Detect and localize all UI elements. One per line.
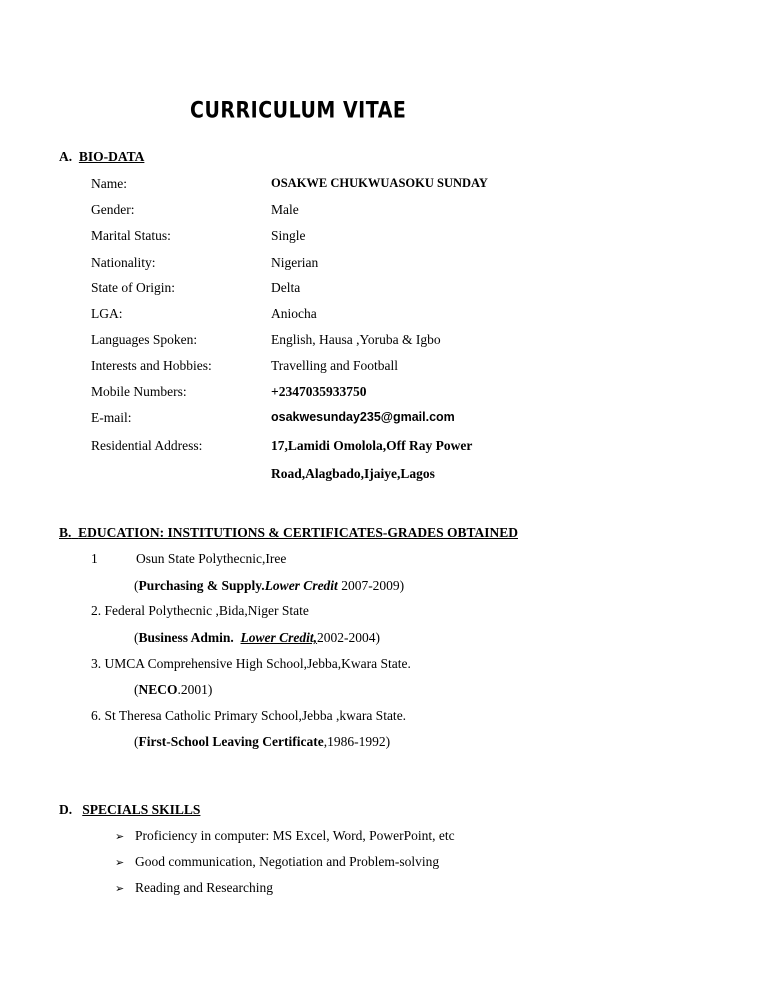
bio-value: Delta <box>271 280 301 295</box>
skills-heading <box>59 802 200 818</box>
bio-value: OSAKWE CHUKWUASOKU SUNDAY <box>271 176 488 190</box>
education-detail <box>134 630 380 646</box>
education-letter: B. <box>59 525 72 540</box>
bio-label: State of Origin: <box>91 280 175 295</box>
bio-value: Travelling and Football <box>271 358 398 373</box>
bio-row-email <box>91 410 691 428</box>
education-institution: Federal Polythecnic ,Bida,Niger State <box>104 603 309 618</box>
education-item <box>91 551 286 567</box>
page-title: CURRICULUM VITAE <box>190 98 407 124</box>
bio-value: English, Hausa ,Yoruba & Igbo <box>271 332 441 347</box>
bio-label: E-mail: <box>91 410 132 425</box>
detail-course: NECO <box>138 682 178 697</box>
bio-label: Gender: <box>91 202 135 217</box>
bio-label: Name: <box>91 176 127 191</box>
bio-row-state <box>91 280 691 298</box>
detail-open: ( <box>134 630 139 645</box>
bio-label: Marital Status: <box>91 228 171 243</box>
bullet-arrow-icon: ➢ <box>115 830 125 843</box>
education-detail <box>134 734 390 750</box>
detail-years: 2007-2009) <box>337 578 405 593</box>
education-detail <box>134 682 212 698</box>
education-number: 2. <box>91 603 102 618</box>
bio-value: Road,Alagbado,Ijaiye,Lagos <box>271 466 435 481</box>
bio-row-address-cont <box>91 466 691 484</box>
detail-years: ,1986-1992) <box>323 734 391 749</box>
skill-item <box>115 880 273 896</box>
skill-item <box>115 828 455 844</box>
skill-text: Proficiency in computer: MS Excel, Word, PowerPoint, etc <box>135 828 455 843</box>
bio-label: Residential Address: <box>91 438 203 453</box>
bio-label: Mobile Numbers: <box>91 384 187 399</box>
bio-data-letter: A. <box>59 149 73 164</box>
education-detail <box>134 578 404 594</box>
education-institution: Osun State Polythecnic,Iree <box>136 551 287 566</box>
bio-label: Interests and Hobbies: <box>91 358 212 373</box>
education-number: 1 <box>91 551 98 566</box>
education-number: 3. <box>91 656 102 671</box>
education-item <box>91 603 309 619</box>
detail-open: ( <box>134 578 139 593</box>
education-institution: St Theresa Catholic Primary School,Jebba ,kwara State. <box>104 708 407 723</box>
bio-row-address <box>91 438 691 456</box>
bio-label: Nationality: <box>91 255 156 270</box>
bio-row-mobile <box>91 384 691 402</box>
bio-value: osakwesunday235@gmail.com <box>271 410 455 424</box>
detail-open: ( <box>134 734 139 749</box>
education-heading <box>59 525 518 541</box>
skills-letter: D. <box>59 802 73 817</box>
bio-row-lga <box>91 306 691 324</box>
bio-row-name <box>91 176 691 194</box>
education-institution: UMCA Comprehensive High School,Jebba,Kwara State. <box>104 656 411 671</box>
education-title: EDUCATION: INSTITUTIONS & CERTIFICATES-GRADES OBTAINED <box>78 525 518 540</box>
bio-value: +2347035933750 <box>271 384 367 399</box>
detail-grade: Lower Credit <box>264 578 338 593</box>
bullet-arrow-icon: ➢ <box>115 882 125 895</box>
detail-open: ( <box>134 682 139 697</box>
education-item <box>91 656 411 672</box>
bio-row-nationality <box>91 255 691 273</box>
bio-value: Nigerian <box>271 255 319 270</box>
bio-value: Male <box>271 202 299 217</box>
education-item <box>91 708 406 724</box>
education-number: 6. <box>91 708 102 723</box>
bio-row-marital <box>91 228 691 246</box>
bio-data-heading <box>59 149 144 165</box>
bio-row-gender <box>91 202 691 220</box>
bio-data-title: BIO-DATA <box>78 149 145 164</box>
skill-text: Reading and Researching <box>135 880 273 895</box>
bio-value: 17,Lamidi Omolola,Off Ray Power <box>271 438 473 453</box>
detail-course: Business Admin. <box>138 630 234 645</box>
detail-years: .2001) <box>177 682 213 697</box>
bio-label: Languages Spoken: <box>91 332 198 347</box>
bio-label: LGA: <box>91 306 123 321</box>
skills-title: SPECIALS SKILLS <box>82 802 201 817</box>
bio-row-interests <box>91 358 691 376</box>
skill-text: Good communication, Negotiation and Problem-solving <box>135 854 440 869</box>
detail-course: Purchasing & Supply. <box>138 578 265 593</box>
detail-course: First-School Leaving Certificate <box>138 734 324 749</box>
detail-years: 2002-2004) <box>317 630 381 645</box>
bio-row-languages <box>91 332 691 350</box>
detail-grade: Lower Credit, <box>240 630 318 645</box>
bio-value: Single <box>271 228 306 243</box>
skill-item <box>115 854 439 870</box>
bio-value: Aniocha <box>271 306 317 321</box>
bullet-arrow-icon: ➢ <box>115 856 125 869</box>
